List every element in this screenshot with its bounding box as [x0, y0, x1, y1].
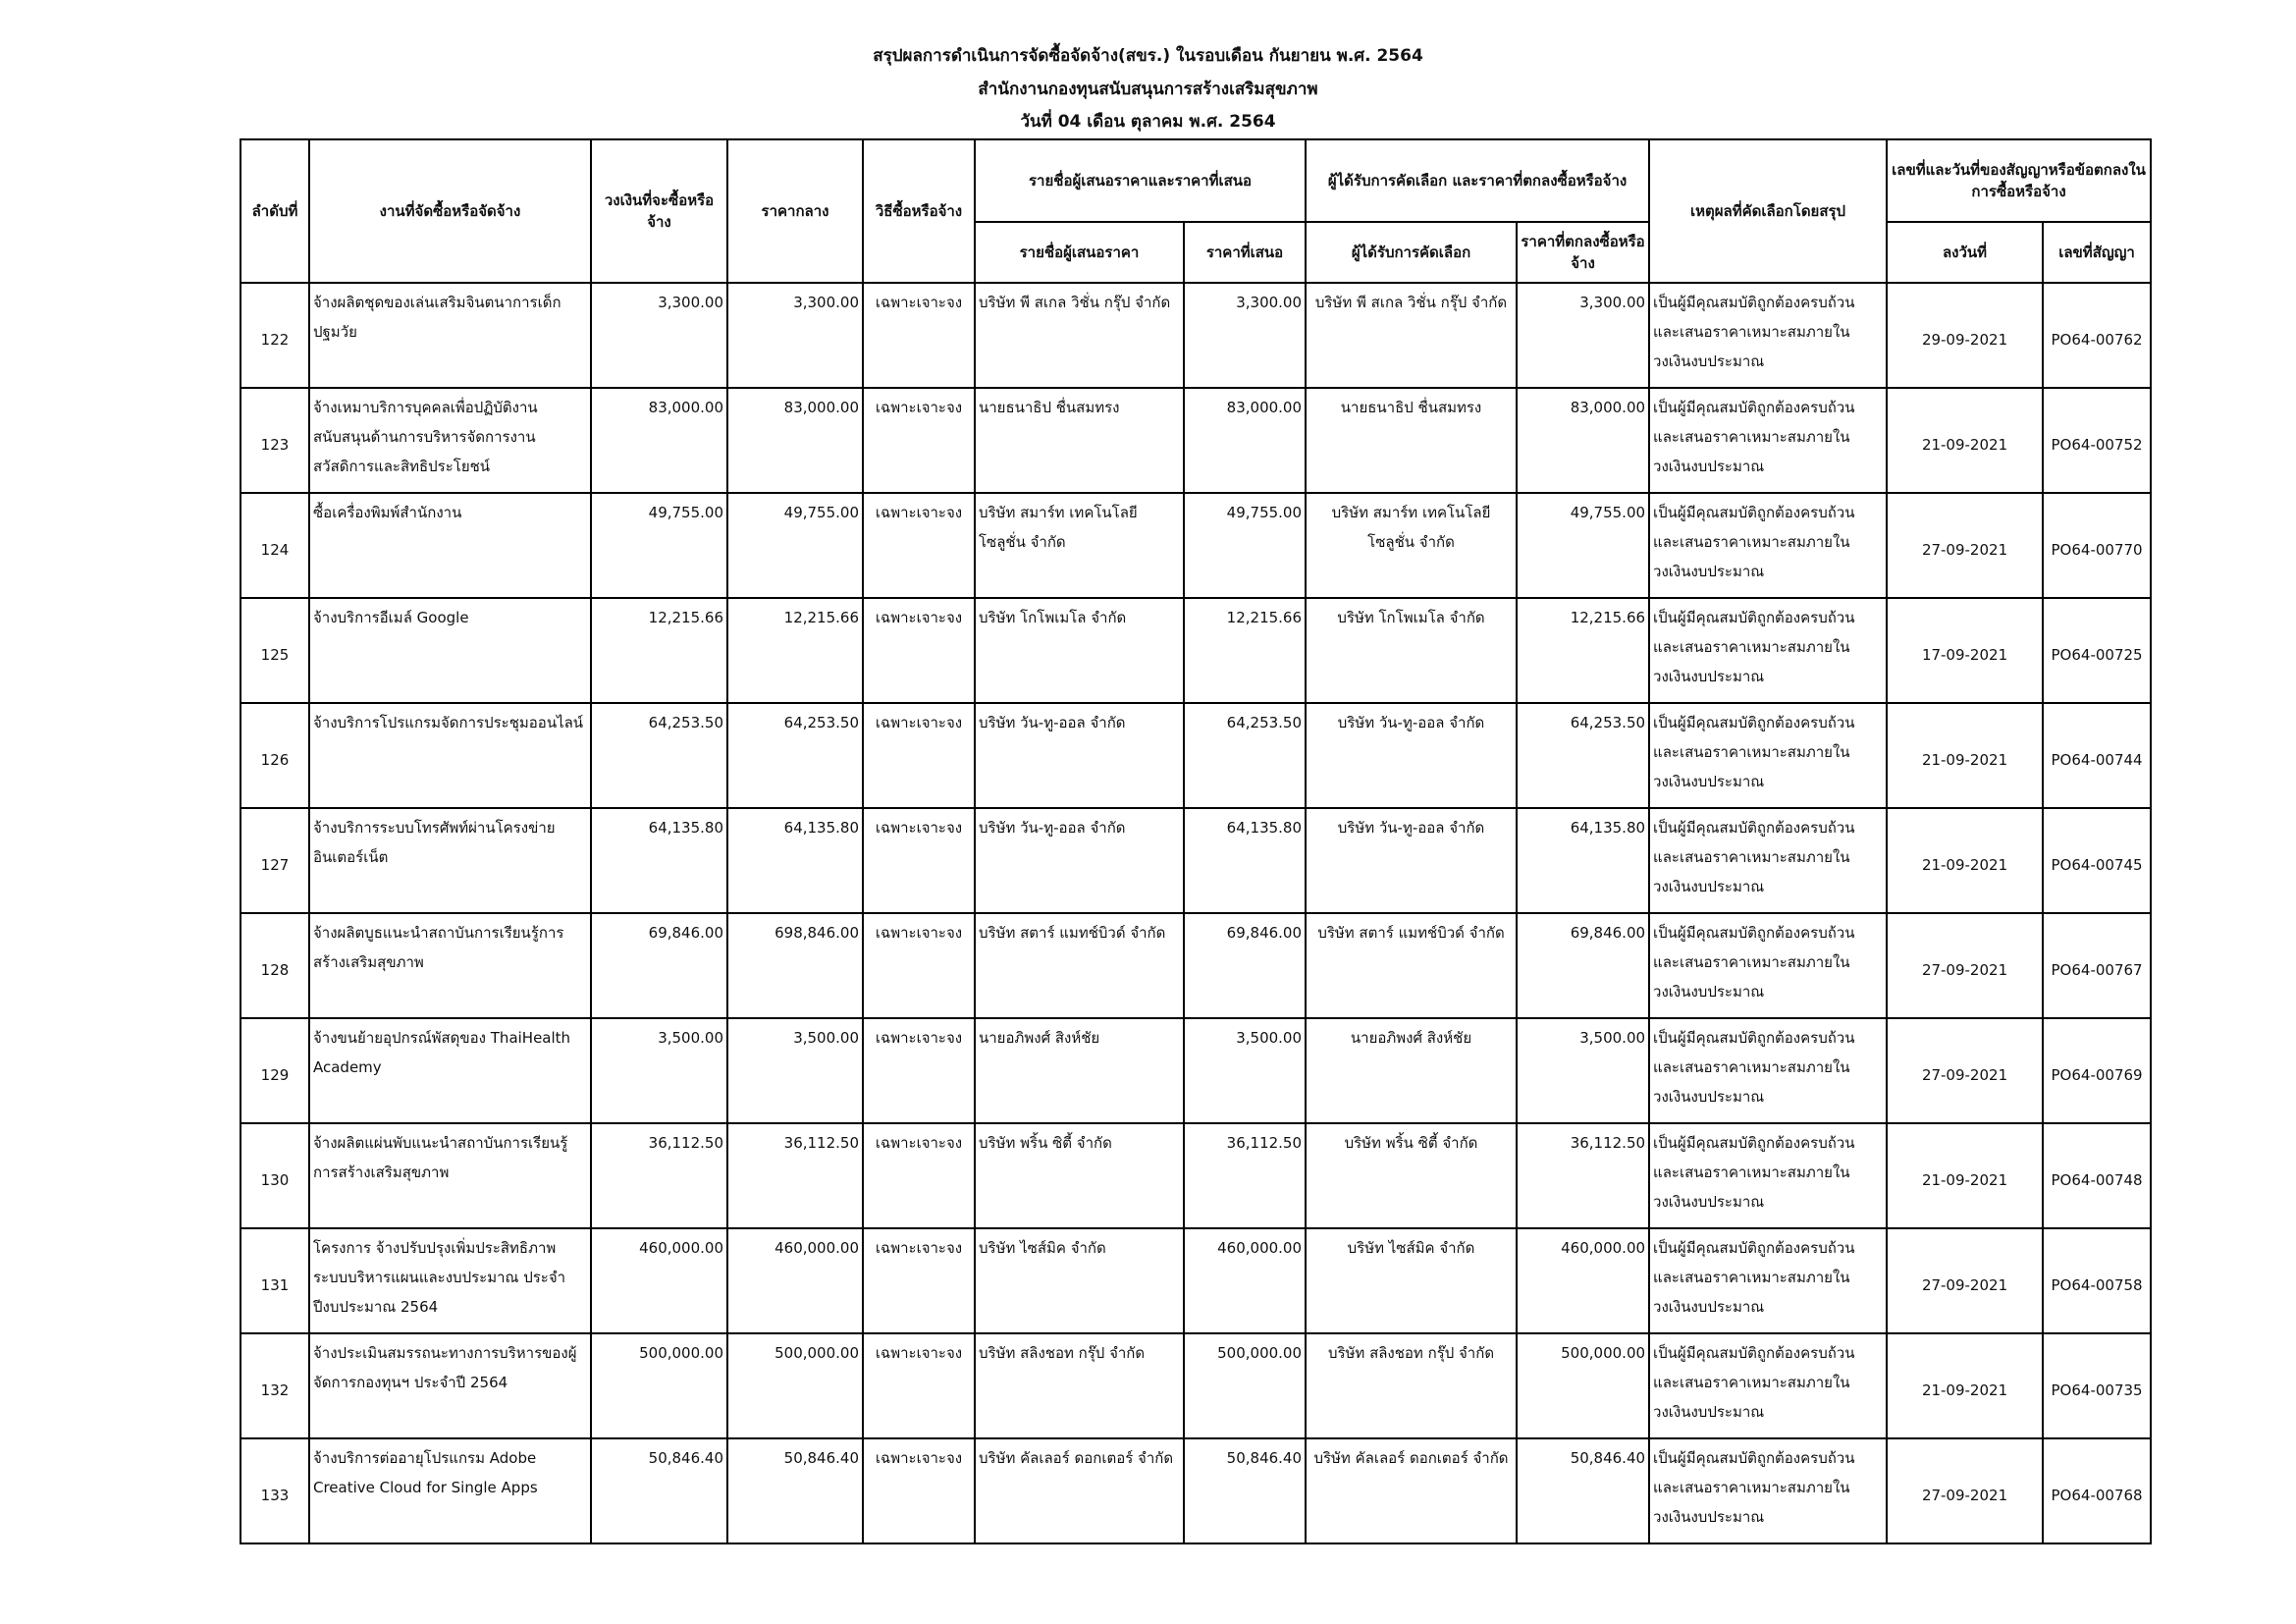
row-selected-name: บริษัท สมาร์ท เทคโนโลยี โซลูชั่น จำกัด [1306, 493, 1517, 598]
row-bidder-name: นายธนาธิป ชื่นสมทรง [975, 388, 1184, 493]
row-sign-date: 27-09-2021 [1887, 913, 2043, 1018]
row-sign-date: 21-09-2021 [1887, 1123, 2043, 1228]
row-bid-price: 460,000.00 [1184, 1228, 1306, 1333]
row-budget: 3,500.00 [591, 1018, 727, 1123]
row-selected-name: บริษัท พริ้น ซิตี้ จำกัด [1306, 1123, 1517, 1228]
row-budget: 460,000.00 [591, 1228, 727, 1333]
row-contract-no: PO64-00762 [2043, 283, 2151, 388]
row-item: จ้างบริการอีเมล์ Google [309, 598, 591, 703]
table-row [240, 598, 2151, 703]
row-selected-name: บริษัท คัลเลอร์ ดอกเตอร์ จำกัด [1306, 1438, 1517, 1543]
col-contract-group-header: เลขที่และวันที่ของสัญญาหรือข้อตกลงในการซื้อหรือจ้าง [1887, 139, 2151, 222]
table-row [240, 283, 2151, 388]
row-median-price: 36,112.50 [727, 1123, 863, 1228]
row-sign-date: 27-09-2021 [1887, 1228, 2043, 1333]
row-bidder-name: บริษัท พี สเกล วิชั่น กรุ๊ป จำกัด [975, 283, 1184, 388]
organization-name: สำนักงานกองทุนสนับสนุนการสร้างเสริมสุขภาพ [978, 80, 1318, 99]
row-bid-price: 83,000.00 [1184, 388, 1306, 493]
row-selected-name: นายอภิพงศ์ สิงห์ชัย [1306, 1018, 1517, 1123]
row-method: เฉพาะเจาะจง [863, 913, 975, 1018]
col-budget-header: วงเงินที่จะซื้อหรือจ้าง [591, 139, 727, 283]
row-budget: 36,112.50 [591, 1123, 727, 1228]
col-item-header: งานที่จัดซื้อหรือจัดจ้าง [309, 139, 591, 283]
row-item: จ้างเหมาบริการบุคคลเพื่อปฏิบัติงานสนับสนุนด้านการบริหารจัดการงานสวัสดิการและสิทธิประโยชน์ [309, 388, 591, 493]
table-row [240, 1333, 2151, 1438]
row-reason: เป็นผู้มีคุณสมบัติถูกต้องครบถ้วน และเสนอราคาเหมาะสมภายในวงเงินงบประมาณ [1649, 1018, 1887, 1123]
row-agreed-price: 3,300.00 [1517, 283, 1649, 388]
row-selected-name: บริษัท โกโพเมโล จำกัด [1306, 598, 1517, 703]
col-bid-price-header: ราคาที่เสนอ [1184, 222, 1306, 283]
row-contract-no: PO64-00745 [2043, 808, 2151, 913]
row-bidder-name: บริษัท วัน-ทู-ออล จำกัด [975, 703, 1184, 808]
col-contract-no-header: เลขที่สัญญา [2043, 222, 2151, 283]
row-contract-no: PO64-00725 [2043, 598, 2151, 703]
row-median-price: 64,253.50 [727, 703, 863, 808]
row-number: 127 [240, 808, 309, 913]
row-item: จ้างผลิตแผ่นพับแนะนำสถาบันการเรียนรู้การสร้างเสริมสุขภาพ [309, 1123, 591, 1228]
row-selected-name: บริษัท วัน-ทู-ออล จำกัด [1306, 808, 1517, 913]
row-median-price: 12,215.66 [727, 598, 863, 703]
row-bidder-name: บริษัท สลิงชอท กรุ๊ป จำกัด [975, 1333, 1184, 1438]
table-row [240, 1018, 2151, 1123]
row-budget: 500,000.00 [591, 1333, 727, 1438]
row-median-price: 698,846.00 [727, 913, 863, 1018]
row-bid-price: 50,846.40 [1184, 1438, 1306, 1543]
table-row [240, 1438, 2151, 1543]
table-row [240, 913, 2151, 1018]
row-selected-name: นายธนาธิป ชื่นสมทรง [1306, 388, 1517, 493]
row-method: เฉพาะเจาะจง [863, 1438, 975, 1543]
row-agreed-price: 500,000.00 [1517, 1333, 1649, 1438]
procurement-table [240, 138, 2152, 1544]
row-reason: เป็นผู้มีคุณสมบัติถูกต้องครบถ้วน และเสนอราคาเหมาะสมภายในวงเงินงบประมาณ [1649, 808, 1887, 913]
row-budget: 12,215.66 [591, 598, 727, 703]
row-agreed-price: 64,253.50 [1517, 703, 1649, 808]
row-reason: เป็นผู้มีคุณสมบัติถูกต้องครบถ้วน และเสนอราคาเหมาะสมภายในวงเงินงบประมาณ [1649, 598, 1887, 703]
row-number: 122 [240, 283, 309, 388]
row-method: เฉพาะเจาะจง [863, 598, 975, 703]
row-selected-name: บริษัท สลิงชอท กรุ๊ป จำกัด [1306, 1333, 1517, 1438]
row-median-price: 3,300.00 [727, 283, 863, 388]
row-contract-no: PO64-00748 [2043, 1123, 2151, 1228]
row-selected-name: บริษัท ไซส์มิค จำกัด [1306, 1228, 1517, 1333]
row-reason: เป็นผู้มีคุณสมบัติถูกต้องครบถ้วน และเสนอราคาเหมาะสมภายในวงเงินงบประมาณ [1649, 283, 1887, 388]
row-method: เฉพาะเจาะจง [863, 388, 975, 493]
col-selected-group-header: ผู้ได้รับการคัดเลือก และราคาที่ตกลงซื้อหรือจ้าง [1306, 139, 1649, 222]
row-median-price: 83,000.00 [727, 388, 863, 493]
col-method-header: วิธีซื้อหรือจ้าง [863, 139, 975, 283]
row-bid-price: 64,135.80 [1184, 808, 1306, 913]
row-sign-date: 21-09-2021 [1887, 808, 2043, 913]
row-sign-date: 29-09-2021 [1887, 283, 2043, 388]
row-selected-name: บริษัท สตาร์ แมทช์บิวด์ จำกัด [1306, 913, 1517, 1018]
row-item: จ้างบริการต่ออายุโปรแกรม Adobe Creative Cloud for Single Apps [309, 1438, 591, 1543]
row-budget: 64,253.50 [591, 703, 727, 808]
row-reason: เป็นผู้มีคุณสมบัติถูกต้องครบถ้วน และเสนอราคาเหมาะสมภายในวงเงินงบประมาณ [1649, 1438, 1887, 1543]
row-median-price: 3,500.00 [727, 1018, 863, 1123]
row-bidder-name: บริษัท คัลเลอร์ ดอกเตอร์ จำกัด [975, 1438, 1184, 1543]
row-number: 123 [240, 388, 309, 493]
row-sign-date: 17-09-2021 [1887, 598, 2043, 703]
col-no-header: ลำดับที่ [240, 139, 309, 283]
table-row [240, 1228, 2151, 1333]
row-budget: 50,846.40 [591, 1438, 727, 1543]
row-reason: เป็นผู้มีคุณสมบัติถูกต้องครบถ้วน และเสนอราคาเหมาะสมภายในวงเงินงบประมาณ [1649, 1333, 1887, 1438]
row-agreed-price: 36,112.50 [1517, 1123, 1649, 1228]
row-bidder-name: บริษัท สตาร์ แมทช์บิวด์ จำกัด [975, 913, 1184, 1018]
row-sign-date: 21-09-2021 [1887, 1333, 2043, 1438]
row-contract-no: PO64-00744 [2043, 703, 2151, 808]
row-item: จ้างผลิตชุดของเล่นเสริมจินตนาการเด็กปฐมวัย [309, 283, 591, 388]
row-method: เฉพาะเจาะจง [863, 1333, 975, 1438]
row-median-price: 460,000.00 [727, 1228, 863, 1333]
row-number: 125 [240, 598, 309, 703]
row-agreed-price: 83,000.00 [1517, 388, 1649, 493]
row-method: เฉพาะเจาะจง [863, 283, 975, 388]
table-row [240, 1123, 2151, 1228]
row-contract-no: PO64-00768 [2043, 1438, 2151, 1543]
row-budget: 49,755.00 [591, 493, 727, 598]
row-agreed-price: 12,215.66 [1517, 598, 1649, 703]
col-sign-date-header: ลงวันที่ [1887, 222, 2043, 283]
report-title: สรุปผลการดำเนินการจัดซื้อจัดจ้าง(สขร.) ในรอบเดือน กันยายน พ.ศ. 2564 [873, 46, 1423, 66]
row-agreed-price: 69,846.00 [1517, 913, 1649, 1018]
row-contract-no: PO64-00752 [2043, 388, 2151, 493]
row-number: 133 [240, 1438, 309, 1543]
row-selected-name: บริษัท พี สเกล วิชั่น กรุ๊ป จำกัด [1306, 283, 1517, 388]
row-number: 126 [240, 703, 309, 808]
row-sign-date: 27-09-2021 [1887, 1438, 2043, 1543]
row-bidder-name: นายอภิพงศ์ สิงห์ชัย [975, 1018, 1184, 1123]
row-bid-price: 36,112.50 [1184, 1123, 1306, 1228]
row-sign-date: 27-09-2021 [1887, 1018, 2043, 1123]
row-bidder-name: บริษัท ไซส์มิค จำกัด [975, 1228, 1184, 1333]
row-method: เฉพาะเจาะจง [863, 1018, 975, 1123]
row-bid-price: 3,300.00 [1184, 283, 1306, 388]
row-sign-date: 27-09-2021 [1887, 493, 2043, 598]
row-bidder-name: บริษัท โกโพเมโล จำกัด [975, 598, 1184, 703]
table-row [240, 493, 2151, 598]
row-bidder-name: บริษัท สมาร์ท เทคโนโลยี โซลูชั่น จำกัด [975, 493, 1184, 598]
row-budget: 83,000.00 [591, 388, 727, 493]
row-reason: เป็นผู้มีคุณสมบัติถูกต้องครบถ้วน และเสนอราคาเหมาะสมภายในวงเงินงบประมาณ [1649, 1123, 1887, 1228]
table-row [240, 703, 2151, 808]
row-reason: เป็นผู้มีคุณสมบัติถูกต้องครบถ้วน และเสนอราคาเหมาะสมภายในวงเงินงบประมาณ [1649, 493, 1887, 598]
row-bid-price: 69,846.00 [1184, 913, 1306, 1018]
row-number: 124 [240, 493, 309, 598]
row-item: ซื้อเครื่องพิมพ์สำนักงาน [309, 493, 591, 598]
row-method: เฉพาะเจาะจง [863, 1228, 975, 1333]
row-bid-price: 49,755.00 [1184, 493, 1306, 598]
col-bidder-name-header: รายชื่อผู้เสนอราคา [975, 222, 1184, 283]
row-budget: 3,300.00 [591, 283, 727, 388]
row-method: เฉพาะเจาะจง [863, 1123, 975, 1228]
row-item: จ้างผลิตบูธแนะนำสถาบันการเรียนรู้การสร้างเสริมสุขภาพ [309, 913, 591, 1018]
report-date: วันที่ 04 เดือน ตุลาคม พ.ศ. 2564 [1020, 112, 1276, 132]
row-method: เฉพาะเจาะจง [863, 493, 975, 598]
row-method: เฉพาะเจาะจง [863, 808, 975, 913]
table-row [240, 388, 2151, 493]
row-agreed-price: 3,500.00 [1517, 1018, 1649, 1123]
row-bid-price: 12,215.66 [1184, 598, 1306, 703]
row-median-price: 500,000.00 [727, 1333, 863, 1438]
col-reason-header: เหตุผลที่คัดเลือกโดยสรุป [1649, 139, 1887, 283]
row-budget: 69,846.00 [591, 913, 727, 1018]
row-item: จ้างประเมินสมรรถนะทางการบริหารของผู้จัดการกองทุนฯ ประจำปี 2564 [309, 1333, 591, 1438]
row-contract-no: PO64-00769 [2043, 1018, 2151, 1123]
col-median-header: ราคากลาง [727, 139, 863, 283]
row-median-price: 49,755.00 [727, 493, 863, 598]
table-row [240, 808, 2151, 913]
row-median-price: 64,135.80 [727, 808, 863, 913]
row-agreed-price: 64,135.80 [1517, 808, 1649, 913]
row-sign-date: 21-09-2021 [1887, 388, 2043, 493]
row-bidder-name: บริษัท พริ้น ซิตี้ จำกัด [975, 1123, 1184, 1228]
row-number: 128 [240, 913, 309, 1018]
row-item: จ้างบริการระบบโทรศัพท์ผ่านโครงข่ายอินเตอร์เน็ต [309, 808, 591, 913]
row-number: 131 [240, 1228, 309, 1333]
row-agreed-price: 50,846.40 [1517, 1438, 1649, 1543]
row-sign-date: 21-09-2021 [1887, 703, 2043, 808]
row-contract-no: PO64-00767 [2043, 913, 2151, 1018]
row-reason: เป็นผู้มีคุณสมบัติถูกต้องครบถ้วน และเสนอราคาเหมาะสมภายในวงเงินงบประมาณ [1649, 1228, 1887, 1333]
row-item: จ้างบริการโปรแกรมจัดการประชุมออนไลน์ [309, 703, 591, 808]
row-number: 130 [240, 1123, 309, 1228]
row-bid-price: 500,000.00 [1184, 1333, 1306, 1438]
row-selected-name: บริษัท วัน-ทู-ออล จำกัด [1306, 703, 1517, 808]
row-number: 129 [240, 1018, 309, 1123]
row-median-price: 50,846.40 [727, 1438, 863, 1543]
row-bid-price: 3,500.00 [1184, 1018, 1306, 1123]
row-reason: เป็นผู้มีคุณสมบัติถูกต้องครบถ้วน และเสนอราคาเหมาะสมภายในวงเงินงบประมาณ [1649, 703, 1887, 808]
row-number: 132 [240, 1333, 309, 1438]
row-agreed-price: 460,000.00 [1517, 1228, 1649, 1333]
row-contract-no: PO64-00758 [2043, 1228, 2151, 1333]
row-budget: 64,135.80 [591, 808, 727, 913]
row-reason: เป็นผู้มีคุณสมบัติถูกต้องครบถ้วน และเสนอราคาเหมาะสมภายในวงเงินงบประมาณ [1649, 388, 1887, 493]
row-agreed-price: 49,755.00 [1517, 493, 1649, 598]
row-item: จ้างขนย้ายอุปกรณ์พัสดุของ ThaiHealth Academy [309, 1018, 591, 1123]
col-bidders-group-header: รายชื่อผู้เสนอราคาและราคาที่เสนอ [975, 139, 1306, 222]
row-item: โครงการ จ้างปรับปรุงเพิ่มประสิทธิภาพระบบบริหารแผนและงบประมาณ ประจำปีงบประมาณ 2564 [309, 1228, 591, 1333]
row-contract-no: PO64-00770 [2043, 493, 2151, 598]
row-method: เฉพาะเจาะจง [863, 703, 975, 808]
row-contract-no: PO64-00735 [2043, 1333, 2151, 1438]
row-reason: เป็นผู้มีคุณสมบัติถูกต้องครบถ้วน และเสนอราคาเหมาะสมภายในวงเงินงบประมาณ [1649, 913, 1887, 1018]
col-agreed-price-header: ราคาที่ตกลงซื้อหรือจ้าง [1517, 222, 1649, 283]
col-selected-name-header: ผู้ได้รับการคัดเลือก [1306, 222, 1517, 283]
row-bid-price: 64,253.50 [1184, 703, 1306, 808]
row-bidder-name: บริษัท วัน-ทู-ออล จำกัด [975, 808, 1184, 913]
